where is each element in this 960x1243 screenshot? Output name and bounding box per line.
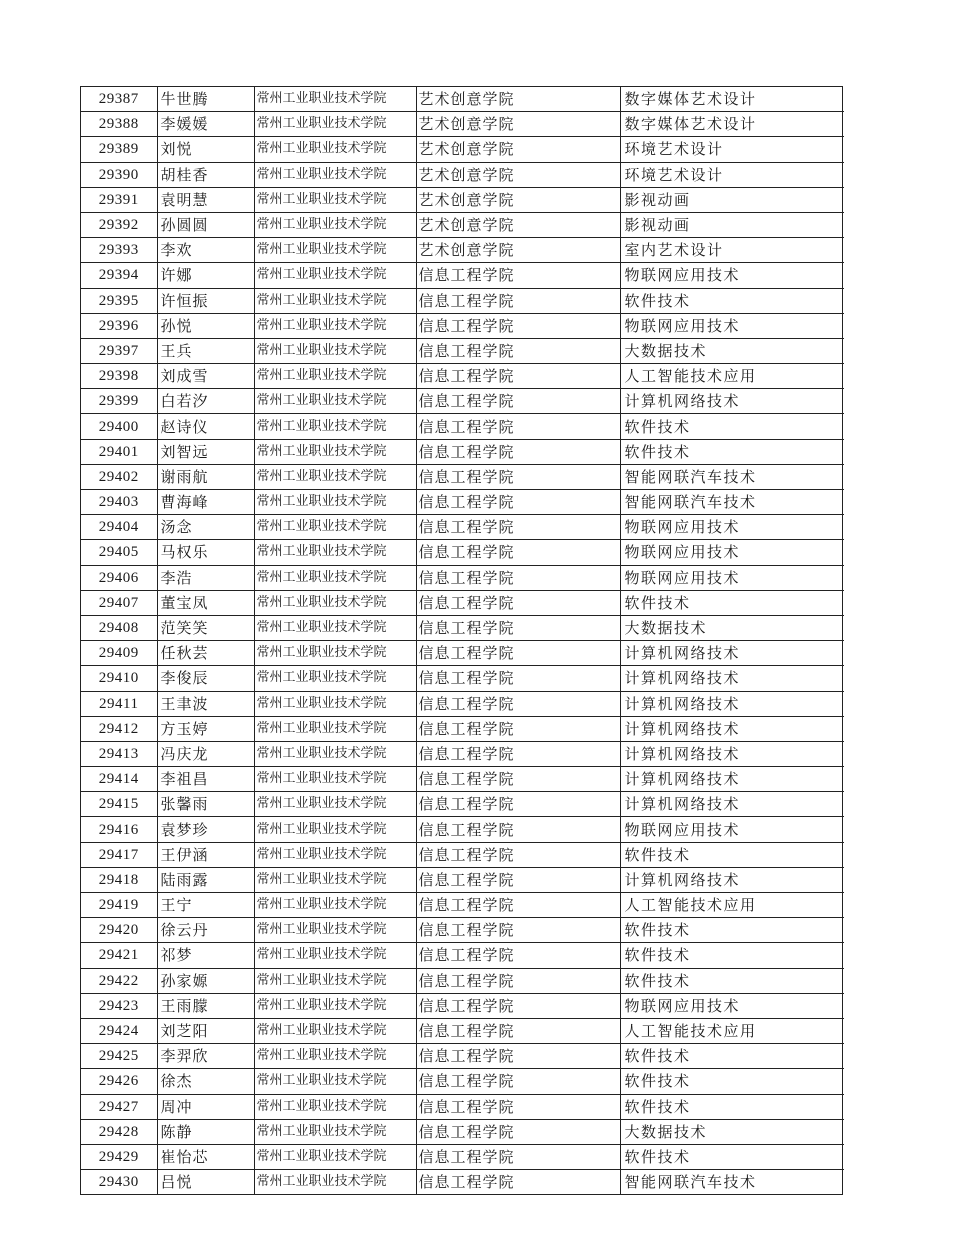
cell-college: 信息工程学院 — [416, 490, 620, 515]
cell-name: 方玉婷 — [157, 716, 254, 741]
cell-major: 软件技术 — [620, 288, 844, 313]
cell-major: 影视动画 — [620, 187, 844, 212]
table-row — [81, 112, 844, 137]
table-row — [81, 993, 844, 1018]
cell-college: 信息工程学院 — [416, 414, 620, 439]
cell-school: 常州工业职业技术学院 — [254, 893, 416, 918]
cell-name: 李浩 — [157, 565, 254, 590]
cell-college: 信息工程学院 — [416, 1119, 620, 1144]
cell-school: 常州工业职业技术学院 — [254, 187, 416, 212]
cell-college: 信息工程学院 — [416, 288, 620, 313]
cell-major: 计算机网络技术 — [620, 691, 844, 716]
cell-school: 常州工业职业技术学院 — [254, 313, 416, 338]
cell-college: 信息工程学院 — [416, 1144, 620, 1169]
cell-number: 29430 — [81, 1170, 157, 1195]
cell-name: 王宁 — [157, 893, 254, 918]
cell-name: 王聿波 — [157, 691, 254, 716]
table-row — [81, 893, 844, 918]
table-row — [81, 87, 844, 112]
cell-major: 计算机网络技术 — [620, 741, 844, 766]
cell-number: 29412 — [81, 716, 157, 741]
cell-college: 艺术创意学院 — [416, 162, 620, 187]
table-row — [81, 439, 844, 464]
cell-major: 环境艺术设计 — [620, 137, 844, 162]
cell-school: 常州工业职业技术学院 — [254, 1044, 416, 1069]
cell-college: 信息工程学院 — [416, 439, 620, 464]
cell-college: 信息工程学院 — [416, 1018, 620, 1043]
cell-name: 刘成雪 — [157, 364, 254, 389]
cell-school: 常州工业职业技术学院 — [254, 842, 416, 867]
roster-table-body — [81, 87, 844, 1194]
cell-major: 物联网应用技术 — [620, 313, 844, 338]
table-row — [81, 1044, 844, 1069]
cell-college: 信息工程学院 — [416, 666, 620, 691]
cell-name: 孙圆圆 — [157, 212, 254, 237]
cell-school: 常州工业职业技术学院 — [254, 1170, 416, 1195]
table-row — [81, 842, 844, 867]
cell-major: 计算机网络技术 — [620, 792, 844, 817]
cell-number: 29389 — [81, 137, 157, 162]
cell-major: 软件技术 — [620, 439, 844, 464]
cell-college: 信息工程学院 — [416, 338, 620, 363]
cell-major: 物联网应用技术 — [620, 565, 844, 590]
cell-name: 徐云丹 — [157, 918, 254, 943]
table-row — [81, 565, 844, 590]
cell-number: 29400 — [81, 414, 157, 439]
cell-college: 信息工程学院 — [416, 389, 620, 414]
cell-college: 信息工程学院 — [416, 364, 620, 389]
table-row — [81, 590, 844, 615]
cell-number: 29388 — [81, 112, 157, 137]
cell-number: 29417 — [81, 842, 157, 867]
cell-school: 常州工业职业技术学院 — [254, 389, 416, 414]
table-row — [81, 1119, 844, 1144]
table-row — [81, 364, 844, 389]
cell-school: 常州工业职业技术学院 — [254, 590, 416, 615]
cell-major: 物联网应用技术 — [620, 817, 844, 842]
cell-number: 29418 — [81, 867, 157, 892]
table-row — [81, 817, 844, 842]
cell-number: 29398 — [81, 364, 157, 389]
cell-name: 牛世腾 — [157, 87, 254, 112]
cell-college: 信息工程学院 — [416, 1044, 620, 1069]
cell-school: 常州工业职业技术学院 — [254, 137, 416, 162]
cell-number: 29425 — [81, 1044, 157, 1069]
cell-college: 信息工程学院 — [416, 817, 620, 842]
table-row — [81, 867, 844, 892]
cell-major: 物联网应用技术 — [620, 263, 844, 288]
table-row — [81, 641, 844, 666]
table-row — [81, 389, 844, 414]
cell-school: 常州工业职业技术学院 — [254, 288, 416, 313]
cell-school: 常州工业职业技术学院 — [254, 918, 416, 943]
table-row — [81, 464, 844, 489]
cell-name: 王雨朦 — [157, 993, 254, 1018]
cell-number: 29414 — [81, 767, 157, 792]
cell-school: 常州工业职业技术学院 — [254, 238, 416, 263]
cell-name: 张馨雨 — [157, 792, 254, 817]
cell-name: 刘芝阳 — [157, 1018, 254, 1043]
cell-college: 信息工程学院 — [416, 615, 620, 640]
cell-school: 常州工业职业技术学院 — [254, 515, 416, 540]
cell-major: 计算机网络技术 — [620, 867, 844, 892]
cell-major: 数字媒体艺术设计 — [620, 112, 844, 137]
cell-name: 陈静 — [157, 1119, 254, 1144]
table-row — [81, 615, 844, 640]
cell-number: 29429 — [81, 1144, 157, 1169]
cell-major: 软件技术 — [620, 590, 844, 615]
cell-school: 常州工业职业技术学院 — [254, 212, 416, 237]
cell-school: 常州工业职业技术学院 — [254, 641, 416, 666]
table-row — [81, 338, 844, 363]
cell-major: 数字媒体艺术设计 — [620, 87, 844, 112]
cell-name: 李祖昌 — [157, 767, 254, 792]
cell-college: 信息工程学院 — [416, 590, 620, 615]
cell-name: 崔怡芯 — [157, 1144, 254, 1169]
cell-major: 人工智能技术应用 — [620, 1018, 844, 1043]
roster-table-frame — [80, 86, 843, 1195]
cell-college: 信息工程学院 — [416, 943, 620, 968]
cell-major: 软件技术 — [620, 943, 844, 968]
cell-name: 胡桂香 — [157, 162, 254, 187]
cell-major: 智能网联汽车技术 — [620, 464, 844, 489]
cell-number: 29397 — [81, 338, 157, 363]
cell-major: 软件技术 — [620, 918, 844, 943]
cell-college: 信息工程学院 — [416, 1170, 620, 1195]
cell-number: 29424 — [81, 1018, 157, 1043]
cell-school: 常州工业职业技术学院 — [254, 867, 416, 892]
cell-college: 艺术创意学院 — [416, 212, 620, 237]
cell-school: 常州工业职业技术学院 — [254, 792, 416, 817]
cell-number: 29427 — [81, 1094, 157, 1119]
cell-number: 29413 — [81, 741, 157, 766]
cell-school: 常州工业职业技术学院 — [254, 943, 416, 968]
cell-school: 常州工业职业技术学院 — [254, 565, 416, 590]
cell-school: 常州工业职业技术学院 — [254, 1018, 416, 1043]
cell-college: 信息工程学院 — [416, 515, 620, 540]
table-row — [81, 515, 844, 540]
table-row — [81, 1094, 844, 1119]
cell-major: 物联网应用技术 — [620, 993, 844, 1018]
cell-name: 许恒振 — [157, 288, 254, 313]
cell-college: 信息工程学院 — [416, 716, 620, 741]
cell-number: 29405 — [81, 540, 157, 565]
cell-number: 29395 — [81, 288, 157, 313]
cell-major: 计算机网络技术 — [620, 767, 844, 792]
cell-school: 常州工业职业技术学院 — [254, 263, 416, 288]
table-row — [81, 162, 844, 187]
cell-name: 谢雨航 — [157, 464, 254, 489]
cell-school: 常州工业职业技术学院 — [254, 414, 416, 439]
cell-major: 环境艺术设计 — [620, 162, 844, 187]
cell-major: 大数据技术 — [620, 615, 844, 640]
cell-college: 信息工程学院 — [416, 767, 620, 792]
cell-number: 29415 — [81, 792, 157, 817]
cell-college: 信息工程学院 — [416, 968, 620, 993]
cell-name: 周冲 — [157, 1094, 254, 1119]
cell-college: 信息工程学院 — [416, 464, 620, 489]
cell-college: 艺术创意学院 — [416, 87, 620, 112]
cell-name: 孙悦 — [157, 313, 254, 338]
cell-number: 29416 — [81, 817, 157, 842]
table-row — [81, 263, 844, 288]
cell-college: 艺术创意学院 — [416, 187, 620, 212]
cell-major: 物联网应用技术 — [620, 515, 844, 540]
cell-college: 信息工程学院 — [416, 691, 620, 716]
cell-major: 大数据技术 — [620, 1119, 844, 1144]
table-row — [81, 691, 844, 716]
cell-major: 室内艺术设计 — [620, 238, 844, 263]
cell-name: 汤念 — [157, 515, 254, 540]
cell-number: 29423 — [81, 993, 157, 1018]
cell-name: 王伊涵 — [157, 842, 254, 867]
cell-name: 孙家嫄 — [157, 968, 254, 993]
table-row — [81, 943, 844, 968]
cell-school: 常州工业职业技术学院 — [254, 1144, 416, 1169]
cell-number: 29410 — [81, 666, 157, 691]
cell-college: 信息工程学院 — [416, 918, 620, 943]
cell-name: 陆雨露 — [157, 867, 254, 892]
roster-table — [81, 87, 844, 1194]
cell-college: 信息工程学院 — [416, 565, 620, 590]
cell-school: 常州工业职业技术学院 — [254, 490, 416, 515]
cell-name: 曹海峰 — [157, 490, 254, 515]
cell-major: 软件技术 — [620, 1044, 844, 1069]
cell-number: 29394 — [81, 263, 157, 288]
cell-number: 29428 — [81, 1119, 157, 1144]
cell-name: 冯庆龙 — [157, 741, 254, 766]
cell-name: 刘悦 — [157, 137, 254, 162]
cell-school: 常州工业职业技术学院 — [254, 464, 416, 489]
cell-college: 艺术创意学院 — [416, 112, 620, 137]
cell-name: 许娜 — [157, 263, 254, 288]
cell-number: 29396 — [81, 313, 157, 338]
cell-name: 王兵 — [157, 338, 254, 363]
cell-number: 29422 — [81, 968, 157, 993]
table-row — [81, 767, 844, 792]
cell-major: 物联网应用技术 — [620, 540, 844, 565]
cell-school: 常州工业职业技术学院 — [254, 338, 416, 363]
cell-college: 信息工程学院 — [416, 867, 620, 892]
cell-number: 29426 — [81, 1069, 157, 1094]
cell-school: 常州工业职业技术学院 — [254, 1119, 416, 1144]
cell-school: 常州工业职业技术学院 — [254, 741, 416, 766]
cell-name: 李媛媛 — [157, 112, 254, 137]
cell-number: 29393 — [81, 238, 157, 263]
cell-number: 29408 — [81, 615, 157, 640]
cell-name: 董宝凤 — [157, 590, 254, 615]
cell-college: 信息工程学院 — [416, 313, 620, 338]
cell-college: 信息工程学院 — [416, 792, 620, 817]
cell-school: 常州工业职业技术学院 — [254, 162, 416, 187]
table-row — [81, 1018, 844, 1043]
cell-number: 29419 — [81, 893, 157, 918]
cell-major: 人工智能技术应用 — [620, 364, 844, 389]
cell-name: 李俊辰 — [157, 666, 254, 691]
cell-name: 赵诗仪 — [157, 414, 254, 439]
cell-college: 信息工程学院 — [416, 1094, 620, 1119]
cell-college: 信息工程学院 — [416, 893, 620, 918]
table-row — [81, 1069, 844, 1094]
cell-school: 常州工业职业技术学院 — [254, 87, 416, 112]
table-row — [81, 918, 844, 943]
cell-school: 常州工业职业技术学院 — [254, 968, 416, 993]
cell-number: 29404 — [81, 515, 157, 540]
cell-school: 常州工业职业技术学院 — [254, 615, 416, 640]
table-row — [81, 741, 844, 766]
cell-school: 常州工业职业技术学院 — [254, 993, 416, 1018]
cell-name: 祁梦 — [157, 943, 254, 968]
cell-school: 常州工业职业技术学院 — [254, 1094, 416, 1119]
table-row — [81, 716, 844, 741]
table-row — [81, 288, 844, 313]
cell-name: 范笑笑 — [157, 615, 254, 640]
cell-name: 袁梦珍 — [157, 817, 254, 842]
cell-major: 软件技术 — [620, 842, 844, 867]
cell-name: 马权乐 — [157, 540, 254, 565]
cell-number: 29406 — [81, 565, 157, 590]
cell-college: 艺术创意学院 — [416, 137, 620, 162]
cell-number: 29420 — [81, 918, 157, 943]
table-row — [81, 1170, 844, 1195]
cell-school: 常州工业职业技术学院 — [254, 666, 416, 691]
cell-name: 任秋芸 — [157, 641, 254, 666]
cell-number: 29411 — [81, 691, 157, 716]
cell-name: 李羿欣 — [157, 1044, 254, 1069]
cell-major: 软件技术 — [620, 1094, 844, 1119]
cell-name: 刘智远 — [157, 439, 254, 464]
cell-number: 29392 — [81, 212, 157, 237]
cell-school: 常州工业职业技术学院 — [254, 439, 416, 464]
table-row — [81, 212, 844, 237]
cell-number: 29390 — [81, 162, 157, 187]
cell-number: 29391 — [81, 187, 157, 212]
cell-name: 白若汐 — [157, 389, 254, 414]
cell-number: 29407 — [81, 590, 157, 615]
cell-major: 计算机网络技术 — [620, 641, 844, 666]
table-row — [81, 792, 844, 817]
cell-college: 信息工程学院 — [416, 641, 620, 666]
table-row — [81, 666, 844, 691]
cell-number: 29401 — [81, 439, 157, 464]
cell-school: 常州工业职业技术学院 — [254, 1069, 416, 1094]
cell-major: 软件技术 — [620, 1069, 844, 1094]
cell-school: 常州工业职业技术学院 — [254, 364, 416, 389]
cell-number: 29387 — [81, 87, 157, 112]
table-row — [81, 490, 844, 515]
cell-college: 信息工程学院 — [416, 741, 620, 766]
table-row — [81, 1144, 844, 1169]
cell-number: 29402 — [81, 464, 157, 489]
table-row — [81, 238, 844, 263]
cell-college: 信息工程学院 — [416, 263, 620, 288]
table-row — [81, 187, 844, 212]
cell-name: 徐杰 — [157, 1069, 254, 1094]
cell-major: 计算机网络技术 — [620, 389, 844, 414]
cell-school: 常州工业职业技术学院 — [254, 112, 416, 137]
cell-major: 计算机网络技术 — [620, 666, 844, 691]
cell-name: 李欢 — [157, 238, 254, 263]
table-row — [81, 313, 844, 338]
cell-major: 智能网联汽车技术 — [620, 490, 844, 515]
cell-name: 吕悦 — [157, 1170, 254, 1195]
cell-major: 软件技术 — [620, 414, 844, 439]
cell-college: 信息工程学院 — [416, 540, 620, 565]
cell-major: 智能网联汽车技术 — [624, 1173, 757, 1192]
cell-major: 人工智能技术应用 — [620, 893, 844, 918]
cell-number: 29399 — [81, 389, 157, 414]
cell-college: 信息工程学院 — [416, 993, 620, 1018]
cell-school: 常州工业职业技术学院 — [254, 691, 416, 716]
table-row — [81, 137, 844, 162]
cell-major: 计算机网络技术 — [620, 716, 844, 741]
cell-name: 袁明慧 — [157, 187, 254, 212]
cell-major: 软件技术 — [620, 968, 844, 993]
cell-number: 29403 — [81, 490, 157, 515]
cell-school: 常州工业职业技术学院 — [254, 540, 416, 565]
cell-college: 信息工程学院 — [416, 1069, 620, 1094]
cell-major: 软件技术 — [620, 1144, 844, 1169]
table-row — [81, 540, 844, 565]
cell-number: 29421 — [81, 943, 157, 968]
cell-major: 影视动画 — [620, 212, 844, 237]
cell-school: 常州工业职业技术学院 — [254, 767, 416, 792]
cell-college: 信息工程学院 — [416, 842, 620, 867]
cell-major: 大数据技术 — [620, 338, 844, 363]
cell-school: 常州工业职业技术学院 — [254, 817, 416, 842]
table-row — [81, 968, 844, 993]
cell-school: 常州工业职业技术学院 — [254, 716, 416, 741]
cell-number: 29409 — [81, 641, 157, 666]
cell-college: 艺术创意学院 — [416, 238, 620, 263]
table-row — [81, 414, 844, 439]
